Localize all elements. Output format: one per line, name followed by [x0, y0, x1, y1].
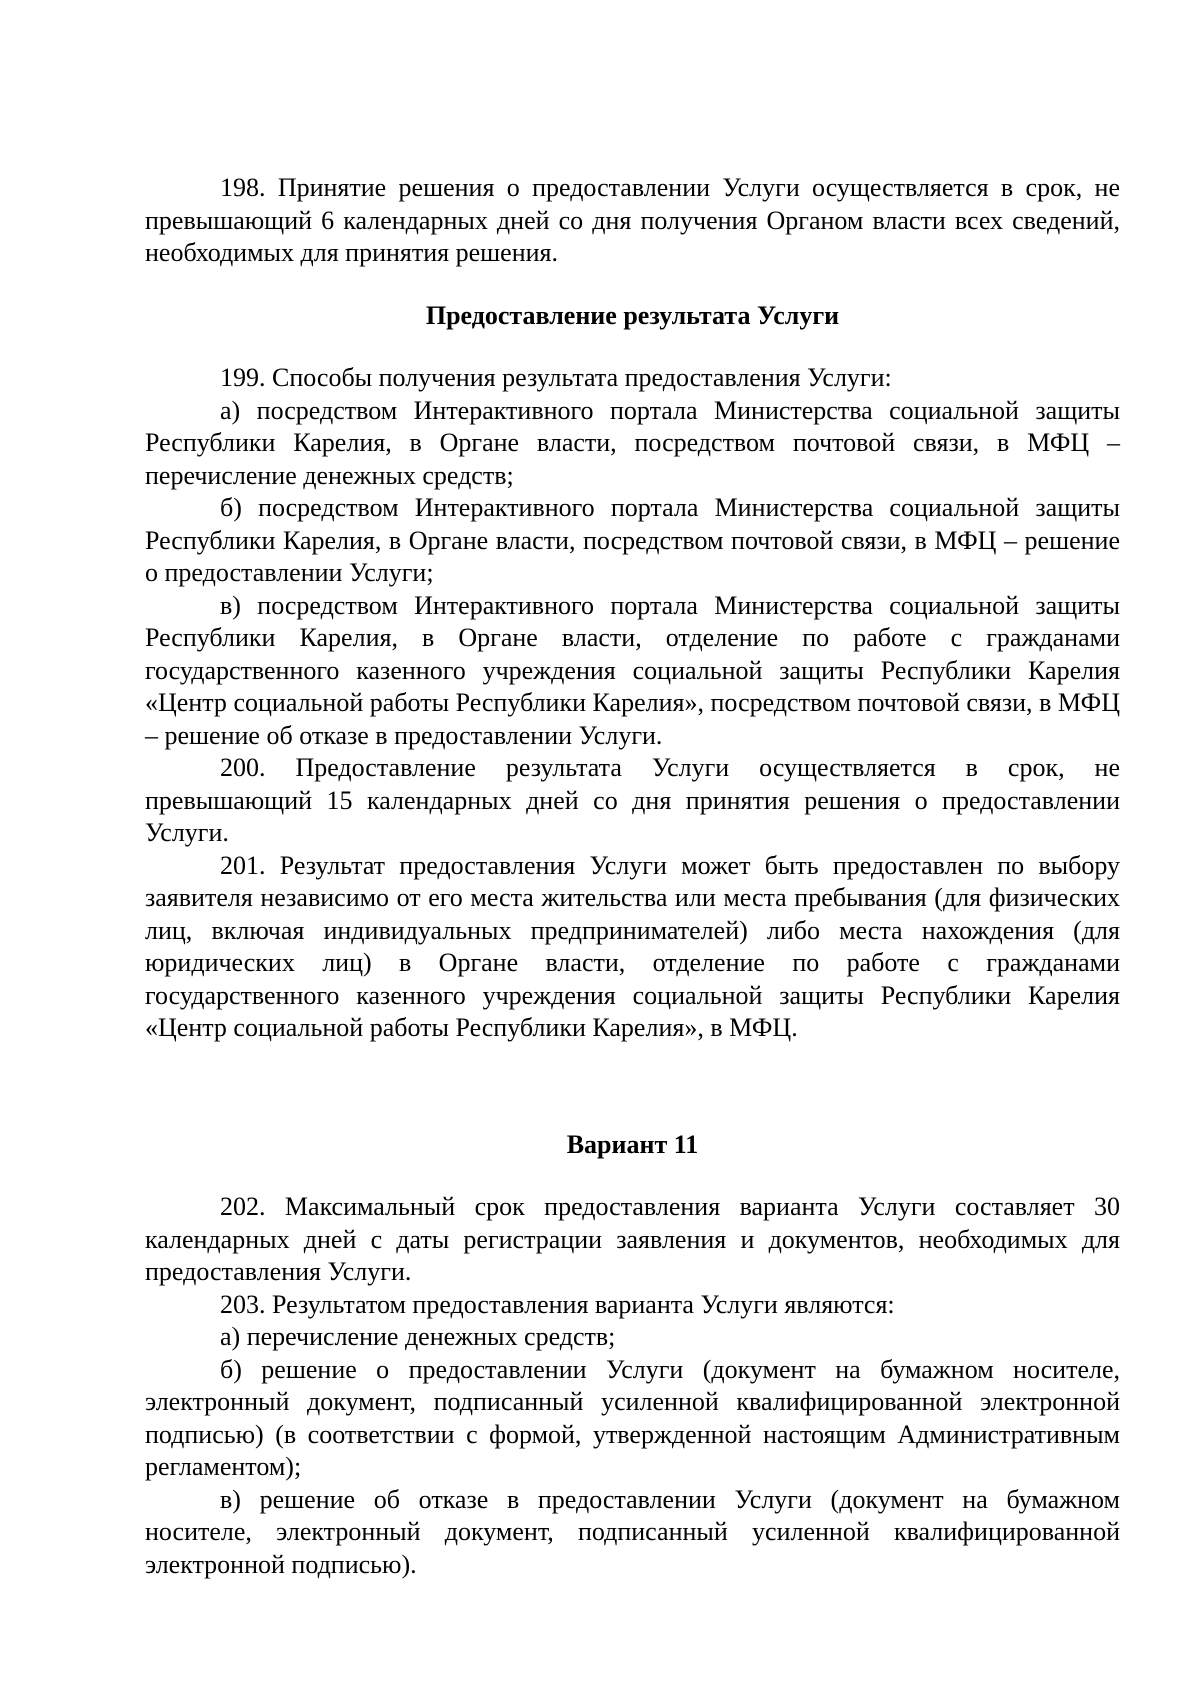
paragraph-199-c: в) посредством Интерактивного портала Министерства социальной защиты Республики Карелия, в Органе власти, отделение по работе с гражданами государственного казенного учреждения социальной защиты Республики Карелия «Центр социальной работы Республики Карелия», посредством почтовой связи, в МФЦ – решение об отказе в предоставлении Услуги.	[145, 590, 1120, 750]
paragraph-201: 201. Результат предоставления Услуги может быть предоставлен по выбору заявителя независимо от его места жительства или места пребывания (для физических лиц, включая индивидуальных предпринимателей) либо места нахождения (для юридических лиц) в Органе власти, отделение по работе с гражданами государственного казенного учреждения социальной защиты Республики Карелия «Центр социальной работы Республики Карелия», в МФЦ.	[145, 850, 1120, 1042]
paragraph-199: 199. Способы получения результата предоставления Услуги:	[220, 363, 892, 392]
paragraph-202: 202. Максимальный срок предоставления варианта Услуги составляет 30 календарных дней с даты регистрации заявления и документов, необходимых для предоставления Услуги.	[145, 1192, 1120, 1286]
spacer	[145, 332, 1120, 362]
spacer	[145, 1161, 1120, 1191]
document-body	[145, 172, 1120, 1581]
paragraph-200: 200. Предоставление результата Услуги осуществляется в срок, не превышающий 15 календарных дней со дня принятия решения о предоставлении Услуги.	[145, 753, 1120, 847]
paragraph-203-b: б) решение о предоставлении Услуги (документ на бумажном носителе, электронный документ, подписанный усиленной квалифицированной электронной подписью) (в соответствии с формой, утвержденной настоящим Административным регламентом);	[145, 1354, 1120, 1481]
paragraph-203-a: а) перечисление денежных средств;	[220, 1322, 616, 1351]
spacer	[145, 270, 1120, 300]
paragraph-198: 198. Принятие решения о предоставлении Услуги осуществляется в срок, не превышающий 6 календарных дней со дня получения Органом власти всех сведений, необходимых для принятия решения.	[145, 173, 1120, 267]
section-heading-variant-11: Вариант 11	[566, 1129, 699, 1159]
paragraph-199-a: а) посредством Интерактивного портала Министерства социальной защиты Республики Карелия, в Органе власти, посредством почтовой связи, в МФЦ – перечисление денежных средств;	[145, 395, 1120, 490]
section-heading-result: Предоставление результата Услуги	[425, 300, 840, 330]
paragraph-203-c: в) решение об отказе в предоставлении Услуги (документ на бумажном носителе, электронный документ, подписанный усиленной квалифицированной электронной подписью).	[145, 1484, 1120, 1579]
paragraph-203: 203. Результатом предоставления варианта Услуги являются:	[220, 1289, 895, 1319]
paragraph-199-b: б) посредством Интерактивного портала Министерства социальной защиты Республики Карелия, в Органе власти, посредством почтовой связи, в МФЦ – решение о предоставлении Услуги;	[145, 493, 1120, 587]
spacer	[145, 1045, 1120, 1129]
